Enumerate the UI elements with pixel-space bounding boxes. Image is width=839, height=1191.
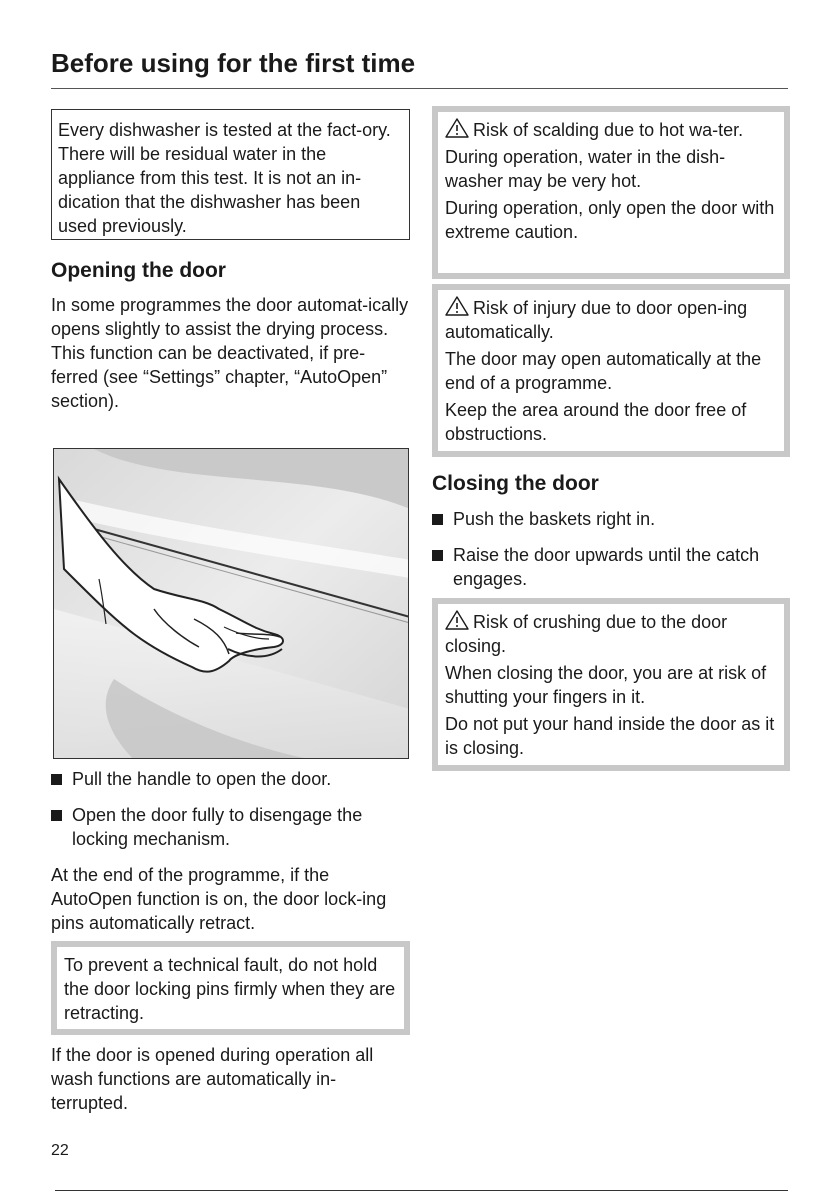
hand-pulling-door-handle-image [54, 449, 409, 759]
bullet-square-icon [51, 810, 62, 821]
auto-open-injury-warning [432, 284, 790, 457]
crushing-warning-text-1: When closing the door, you are at risk of shutting your fingers in it. [445, 663, 767, 707]
bullet-square-icon [432, 514, 443, 525]
list-item [51, 803, 411, 851]
technical-fault-note [51, 941, 410, 1035]
crushing-warning-text-2: Do not put your hand inside the door as it is closing. [445, 714, 775, 758]
interrupt-paragraph: If the door is opened during operation all wash functions are automatically in-terrupted. [51, 1045, 374, 1113]
factory-test-text: Every dishwasher is tested at the fact-ory. There will be residual water in the appliance from this test. It is not an in-dication that the dishwasher has been used previously. [58, 120, 391, 236]
autoopen-paragraph: At the end of the programme, if the AutoOpen function is on, the door lock-ing pins automatically retract. [51, 865, 387, 933]
list-item-text: Pull the handle to open the door. [72, 769, 332, 789]
injury-warning-text-1: The door may open automatically at the end of a programme. [445, 349, 762, 393]
list-item [432, 543, 782, 591]
opening-door-steps [51, 767, 411, 851]
list-item [51, 767, 411, 791]
warning-triangle-icon [445, 610, 469, 630]
scalding-warning-text-1: During operation, water in the dish-washer may be very hot. [445, 147, 726, 191]
warning-triangle-icon [445, 118, 469, 138]
list-item-text: Raise the door upwards until the catch engages. [453, 545, 760, 589]
list-item-text: Open the door fully to disengage the locking mechanism. [72, 805, 363, 849]
list-item-text: Push the baskets right in. [453, 509, 656, 529]
scalding-warning-text-2: During operation, only open the door with extreme caution. [445, 198, 775, 242]
crushing-warning-title: Risk of crushing due to the door closing. [445, 612, 728, 656]
bullet-square-icon [51, 774, 62, 785]
scalding-warning [432, 106, 790, 279]
injury-warning-text-2: Keep the area around the door free of obstructions. [445, 400, 747, 444]
technical-fault-text: To prevent a technical fault, do not hold the door locking pins firmly when they are retracting. [64, 955, 396, 1023]
crushing-warning [432, 598, 790, 771]
title-divider [51, 88, 788, 89]
opening-door-heading: Opening the door [51, 259, 226, 282]
closing-door-heading: Closing the door [432, 472, 599, 495]
page-number: 22 [51, 1142, 69, 1159]
factory-test-notice [51, 109, 410, 240]
list-item [432, 507, 782, 531]
closing-door-steps [432, 507, 782, 591]
opening-door-para-2: This function can be deactivated, if pre-ferred (see “Settings” chapter, “AutoOpen” section). [51, 343, 388, 411]
page-title: Before using for the first time [51, 48, 416, 78]
scalding-warning-title: Risk of scalding due to hot wa-ter. [473, 120, 744, 140]
door-opening-illustration [53, 448, 409, 759]
injury-warning-title: Risk of injury due to door open-ing automatically. [445, 298, 748, 342]
opening-door-para-1: In some programmes the door automat-ically opens slightly to assist the drying process. [51, 295, 409, 339]
opening-door-intro [51, 293, 411, 413]
bullet-square-icon [432, 550, 443, 561]
warning-triangle-icon [445, 296, 469, 316]
